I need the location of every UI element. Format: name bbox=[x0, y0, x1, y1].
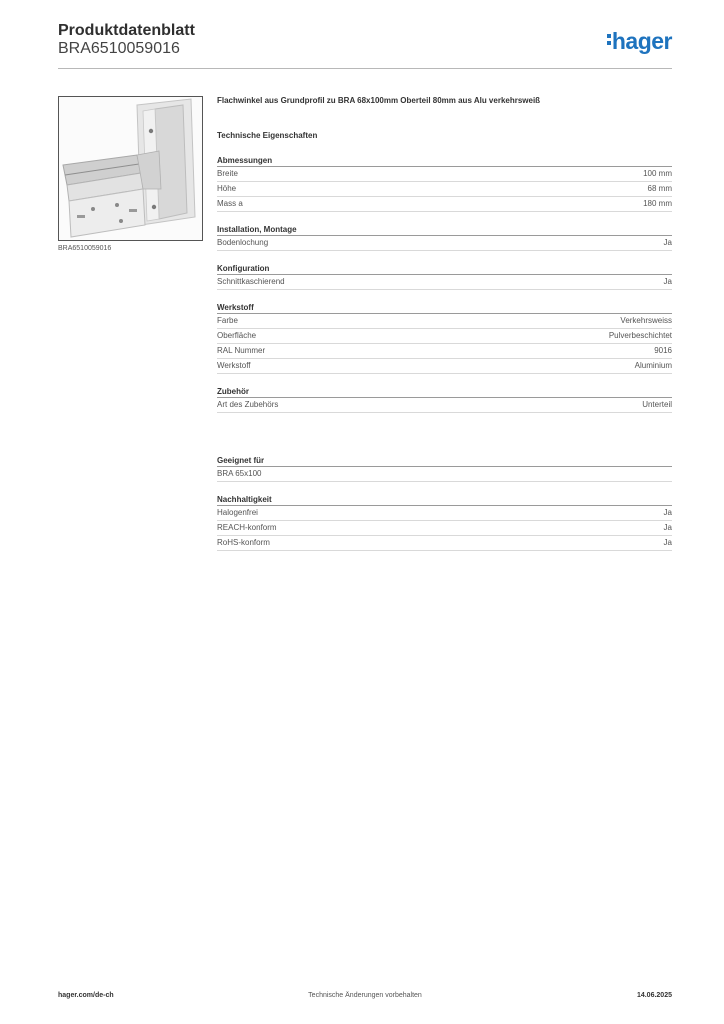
row-label: REACH-konform bbox=[217, 523, 277, 532]
row-value: 9016 bbox=[654, 346, 672, 355]
row-value: Ja bbox=[663, 508, 672, 517]
row-label: RoHS-konform bbox=[217, 538, 270, 547]
table-row bbox=[217, 536, 672, 551]
footer-website-link[interactable]: hager.com/de-ch bbox=[58, 992, 114, 999]
row-value: Aluminium bbox=[634, 361, 672, 370]
row-value: 68 mm bbox=[647, 184, 672, 193]
row-label: Oberfläche bbox=[217, 331, 257, 340]
row-label: Schnittkaschierend bbox=[217, 277, 285, 286]
row-label: Farbe bbox=[217, 316, 238, 325]
logo-text: hager bbox=[611, 28, 672, 54]
section-title: Zubehör bbox=[217, 386, 672, 398]
product-details bbox=[217, 96, 672, 551]
row-value: Verkehrsweiss bbox=[620, 316, 672, 325]
table-row bbox=[217, 197, 672, 212]
article-number: BRA6510059016 bbox=[58, 40, 180, 57]
section-zubehoer bbox=[217, 386, 672, 413]
table-row bbox=[217, 506, 672, 521]
table-row bbox=[217, 167, 672, 182]
row-value: Ja bbox=[663, 238, 672, 247]
row-value: Ja bbox=[663, 523, 672, 532]
page-footer bbox=[58, 992, 672, 1006]
row-label: Werkstoff bbox=[217, 361, 251, 370]
footer-notice: Technische Änderungen vorbehalten bbox=[308, 992, 422, 999]
table-row bbox=[217, 521, 672, 536]
table-row bbox=[217, 236, 672, 251]
section-title: Abmessungen bbox=[217, 155, 672, 167]
table-row bbox=[217, 275, 672, 290]
section-title: Geeignet für bbox=[217, 455, 672, 467]
row-label: Bodenlochung bbox=[217, 238, 269, 247]
row-label: Höhe bbox=[217, 184, 237, 193]
row-label: RAL Nummer bbox=[217, 346, 266, 355]
footer-date: 14.06.2025 bbox=[636, 992, 672, 999]
row-value: Pulverbeschichtet bbox=[608, 331, 672, 340]
section-abmessungen bbox=[217, 155, 672, 212]
row-label: Art des Zubehörs bbox=[217, 400, 279, 409]
row-value: 100 mm bbox=[643, 169, 672, 178]
section-konfiguration bbox=[217, 263, 672, 290]
section-installation bbox=[217, 224, 672, 251]
row-value: 180 mm bbox=[643, 199, 672, 208]
section-werkstoff bbox=[217, 302, 672, 374]
table-row bbox=[217, 344, 672, 359]
table-row bbox=[217, 359, 672, 374]
product-description: Flachwinkel aus Grundprofil zu BRA 68x100mm Oberteil 80mm aus Alu verkehrsweiß bbox=[217, 96, 541, 105]
section-nachhaltigkeit bbox=[217, 494, 672, 551]
table-row bbox=[217, 314, 672, 329]
logo-dots-icon bbox=[607, 34, 611, 48]
table-row bbox=[217, 398, 672, 413]
hager-logo bbox=[607, 28, 672, 55]
row-value: Ja bbox=[663, 277, 672, 286]
row-value: Unterteil bbox=[642, 400, 672, 409]
image-caption: BRA6510059016 bbox=[58, 245, 112, 252]
section-title: Nachhaltigkeit bbox=[217, 494, 672, 506]
row-value: Ja bbox=[663, 538, 672, 547]
page-header bbox=[58, 22, 672, 69]
table-row bbox=[217, 182, 672, 197]
row-label: Mass a bbox=[217, 199, 243, 208]
row-label: Breite bbox=[217, 169, 238, 178]
flat-angle-product-icon bbox=[59, 97, 202, 240]
section-title: Werkstoff bbox=[217, 302, 672, 314]
technical-heading: Technische Eigenschaften bbox=[217, 131, 318, 140]
page-title: Produktdatenblatt bbox=[58, 22, 195, 39]
section-title: Konfiguration bbox=[217, 263, 672, 275]
table-row bbox=[217, 329, 672, 344]
row-label: Halogenfrei bbox=[217, 508, 258, 517]
table-row bbox=[217, 467, 672, 482]
section-title: Installation, Montage bbox=[217, 224, 672, 236]
product-image bbox=[58, 96, 203, 241]
section-geeignet-fuer bbox=[217, 455, 672, 482]
row-label: BRA 65x100 bbox=[217, 469, 262, 478]
